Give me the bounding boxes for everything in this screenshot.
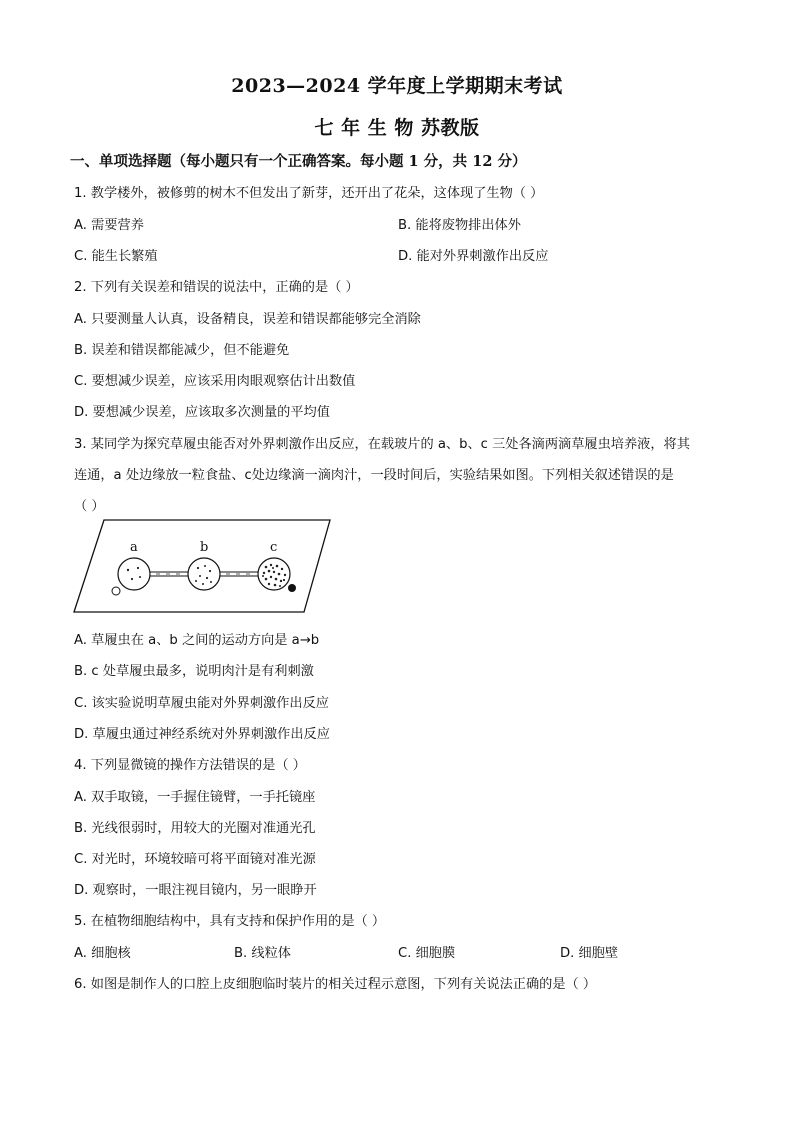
q3-option-c: C. 该实验说明草履虫能对外界刺激作出反应 (74, 696, 329, 711)
question-2-stem: 2. 下列有关误差和错误的说法中，正确的是（ ） (74, 280, 359, 295)
q5-option-a: A. 细胞核 (74, 946, 131, 961)
drop-b (188, 558, 220, 590)
question-4-stem: 4. 下列显微镜的操作方法错误的是（ ） (74, 758, 306, 773)
q3-option-d: D. 草履虫通过神经系统对外界刺激作出反应 (74, 727, 330, 742)
q4-option-b: B. 光线很弱时，用较大的光圈对准通光孔 (74, 821, 316, 836)
question-3-stem-line-2: 连通，a 处边缘放一粒食盐、c处边缘滴一滴肉汁，一段时间后，实验结果如图。下列相关叙述错误的是 (74, 468, 674, 483)
q1-option-b: B. 能将废物排出体外 (398, 218, 521, 233)
q4-option-d: D. 观察时，一眼注视目镜内，另一眼睁开 (74, 883, 317, 898)
q1-option-a: A. 需要营养 (74, 218, 144, 233)
q5-option-d: D. 细胞壁 (560, 946, 619, 961)
q2-option-b: B. 误差和错误都能减少，但不能避免 (74, 343, 290, 358)
q3-option-a: A. 草履虫在 a、b 之间的运动方向是 a→b (74, 633, 320, 648)
q1-option-d: D. 能对外界刺激作出反应 (398, 249, 549, 264)
question-1-stem: 1. 教学楼外，被修剪的树木不但发出了新芽，还开出了花朵，这体现了生物（ ） (74, 186, 544, 201)
paramecium-slide-figure (70, 516, 332, 616)
exam-title: 2023—2024 学年度上学期期末考试 (231, 75, 563, 97)
q3-option-b: B. c 处草履虫最多，说明肉汁是有利刺激 (74, 664, 314, 679)
q4-option-c: C. 对光时，环境较暗可将平面镜对准光源 (74, 852, 316, 867)
drop-a (118, 558, 150, 590)
q5-option-c: C. 细胞膜 (398, 946, 456, 961)
q5-option-b: B. 线粒体 (234, 946, 291, 961)
meat-juice-drop (288, 584, 296, 592)
question-3-stem-line-1: 3. 某同学为探究草履虫能否对外界刺激作出反应，在载玻片的 a、b、c 三处各滴两滴草履虫培养液，将其 (74, 437, 690, 452)
label-a: a (130, 540, 138, 555)
section-heading: 一、单项选择题（每小题只有一个正确答案。每小题 1 分，共 12 分） (70, 153, 527, 170)
question-3-stem-line-3: （ ） (74, 499, 105, 514)
q2-option-a: A. 只要测量人认真，设备精良，误差和错误都能够完全消除 (74, 312, 421, 327)
q2-option-d: D. 要想减少误差，应该取多次测量的平均值 (74, 405, 330, 420)
question-5-stem: 5. 在植物细胞结构中，具有支持和保护作用的是（ ） (74, 914, 386, 929)
exam-subtitle: 七 年 生 物 苏教版 (314, 117, 480, 139)
label-c: c (270, 540, 278, 555)
question-6-stem: 6. 如图是制作人的口腔上皮细胞临时装片的相关过程示意图，下列有关说法正确的是（ ） (74, 977, 597, 992)
q1-option-c: C. 能生长繁殖 (74, 249, 158, 264)
q4-option-a: A. 双手取镜，一手握住镜臂，一手托镜座 (74, 790, 316, 805)
q2-option-c: C. 要想减少误差，应该采用肉眼观察估计出数值 (74, 374, 356, 389)
label-b: b (200, 540, 209, 555)
salt-grain (112, 587, 120, 595)
